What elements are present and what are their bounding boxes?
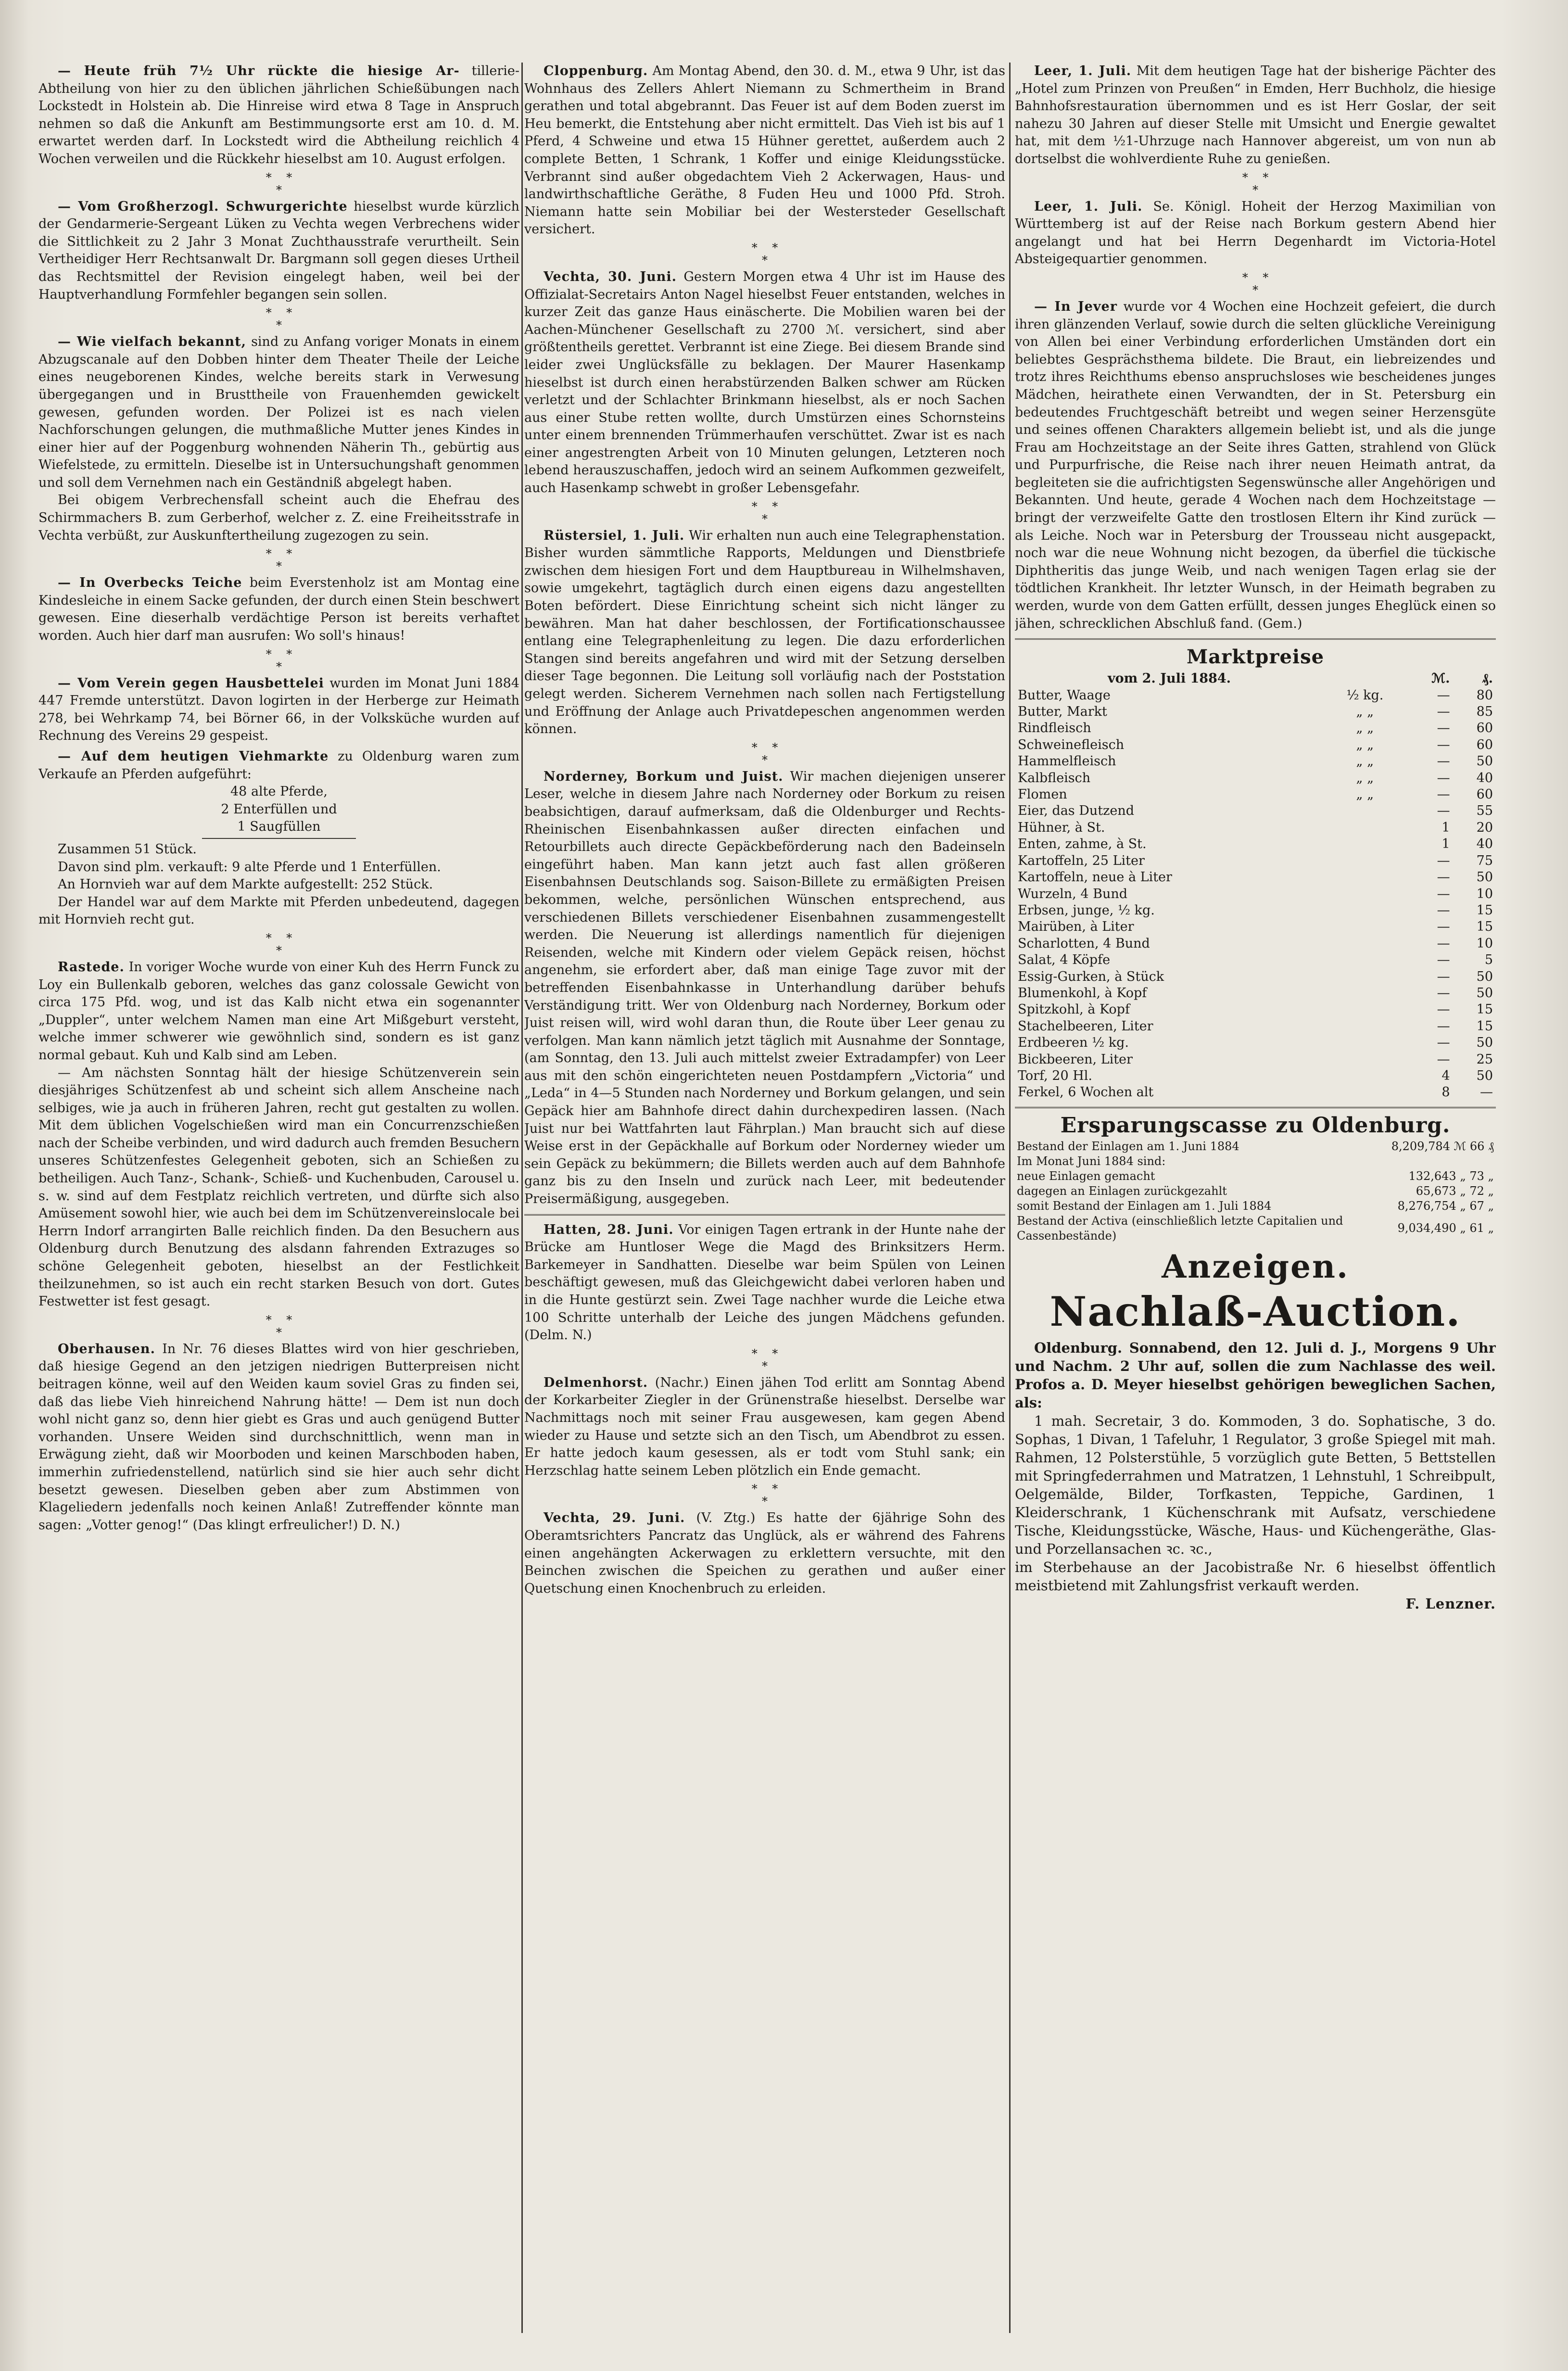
market-item: Eier, das Dutzend [1018, 803, 1135, 819]
savings-rows [1015, 1139, 1496, 1243]
market-m: — [1437, 952, 1450, 968]
savings-value: 132,643 „ 73 „ [1408, 1169, 1494, 1183]
market-unit [1324, 853, 1406, 869]
market-pf: 50 [1476, 754, 1493, 769]
market-pf: 50 [1476, 1035, 1493, 1051]
table-row [1015, 902, 1496, 919]
market-m: — [1437, 754, 1450, 769]
market-pf: 80 [1476, 687, 1493, 703]
column-2 [524, 63, 1005, 2352]
market-unit [1324, 969, 1406, 985]
article-leer-hotel: Leer, 1. Juli. Mit dem heutigen Tage hat der bisherige Pächter des „Hotel zum Prinzen von Preußen“ in Emden, Herr Buchholz, die hiesige Bahnhofsrestauration übernommen und es ist Herr Goslar, der seit nahezu 30 Jahren auf dieser Stelle mit Umsicht und Energie gewaltet hat, mit dem ½1-Uhrzuge nach Hannover abgereist, um von nun ab dortselbst die wohlverdiente Ruhe zu genießen. [1015, 63, 1496, 166]
table-row [1015, 985, 1496, 1002]
market-unit [1324, 1002, 1406, 1018]
article-cloppenburg: Cloppenburg. Am Montag Abend, den 30. d. M., etwa 9 Uhr, ist das Wohnhaus des Zellers Ahlert Niemann zu Schmertheim in Brand gerathen und total abgebrannt. Das Feuer ist auf dem Boden zuerst im Heu bemerkt, die Entstehung aber nicht ermittelt. Das Vieh ist bis auf 1 Pferd, 4 Schweine und etwa 15 Hühner gerettet, außerdem auch 2 complete Betten, 1 Schrank, 1 Koffer und einige Kleidungsstücke. Verbrannt sind außer obgedachtem Vieh 2 Ackerwagen, Haus- und landwirthschaftliche Geräthe, 8 Fuden Heu und 1000 Pfd. Stroh. Niemann hatte sein Mobiliar bei der Westersteder Gesellschaft versichert. [524, 63, 1005, 237]
table-header-row [1015, 671, 1496, 687]
market-unit [1324, 1018, 1406, 1035]
table-row [1015, 886, 1496, 902]
savings-label: Im Monat Juni 1884 sind: [1017, 1154, 1166, 1168]
market-item: Kartoffeln, 25 Liter [1018, 853, 1145, 868]
table-row [1015, 687, 1496, 704]
market-m: — [1437, 687, 1450, 703]
market-item: Salat, 4 Köpfe [1018, 952, 1111, 968]
auction-items: 1 mah. Secretair, 3 do. Kommoden, 3 do. Sophatische, 3 do. Sophas, 1 Divan, 1 Tafeluhr, 1 Regulator, 3 große Spiegel mit mah. Rahmen, 12 Polsterstühle, 5 vorzüglich gute Betten, 5 Bettstellen mit Springfederrahmen und Matratzen, 1 Lehnstuhl, 1 Schreibpult, Oelgemälde, Bilder, Torfkasten, Teppiche, Gardinen, 1 Kleiderschrank, 1 Küchenschrank mit Aufsatz, verschiedene Tische, Kleidungsstücke, Wäsche, Haus- und Küchengeräthe, Glas- und Porzellansachen ꝛc. ꝛc., [1015, 1412, 1496, 1557]
market-m: — [1437, 985, 1450, 1001]
section-rule [1015, 638, 1496, 640]
market-unit [1324, 919, 1406, 935]
separator: * * * [751, 241, 778, 267]
market-m: — [1437, 704, 1450, 720]
article-ruestersiel: Rüstersiel, 1. Juli. Wir erhalten nun auch eine Telegraphenstation. Bisher wurden sämmtliche Rapports, Meldungen und Dienstbriefe zwischen dem hiesigen Fort und dem Hauptbureau in Wilhelmshaven, sowie umgekehrt, tagtäglich durch einen eigens dazu angestellten Boten befördert. Diese Einrichtung scheint sich nicht länger zu bewähren. Man hat daher beschlossen, der Fortificationschaussee entlang eine Telegraphenleitung zu legen. Die dazu erforderlichen Stangen sind bereits angefahren und wird mit der Setzung derselben dieser Tage begonnen. Die Leitung soll vorläufig nach der Poststation gelegt werden. Sicherem Vernehmen nach sollen nach Fertigstellung und Eröffnung der Anlage auch Privatdepeschen angenommen werden können. [524, 528, 1005, 737]
table-row [1015, 1035, 1496, 1051]
market-m: 1 [1442, 820, 1450, 835]
market-item: Rindfleisch [1018, 721, 1091, 736]
col-mark: ℳ. [1431, 671, 1450, 686]
savings-label: neue Einlagen gemacht [1017, 1169, 1155, 1183]
section-rule [1015, 1107, 1496, 1108]
article-vechta-accident: Vechta, 29. Juni. (V. Ztg.) Es hatte der 6jährige Sohn des Oberamtsrichters Pancratz das Unglück, als er während des Fahrens einen angehängten Ackerwagen zu erklettern versuchte, mit den Beinchen zwischen die Speichen zu gerathen und außer einer Quetschung einen Knochenbruch zu erleiden. [524, 1510, 1005, 1596]
table-row [1015, 836, 1496, 852]
market-unit [1324, 936, 1406, 952]
market-m: — [1437, 886, 1450, 901]
table-row [1015, 803, 1496, 819]
ads-header: Anzeigen. [1162, 1247, 1349, 1285]
market-m: — [1437, 1035, 1450, 1051]
market-m: — [1437, 721, 1450, 736]
column-1 [38, 63, 519, 2352]
separator: * * * [266, 1313, 292, 1339]
market-unit [1324, 820, 1406, 836]
list-item: 48 alte Pferde, [230, 784, 328, 799]
market-unit: „ „ [1356, 770, 1374, 786]
sum-rule [202, 838, 356, 839]
market-item: Ferkel, 6 Wochen alt [1018, 1085, 1154, 1100]
table-row [1015, 720, 1496, 736]
table-row [1015, 1084, 1496, 1101]
market-pf: 60 [1476, 721, 1493, 736]
table-row [1015, 869, 1496, 886]
table-row [1015, 753, 1496, 770]
market-item: Butter, Waage [1018, 687, 1111, 703]
article-rastede: Rastede. In voriger Woche wurde von einer Kuh des Herrn Funck zu Loy ein Bullenkalb geboren, welches das ganz colossale Gewicht von circa 175 Pfd. wog, und ist das Kalb nicht etwa ein sogenannter „Duppler“, unter welchem Namen man eine Art Mißgeburt versteht, welche immer schwerer wie gewöhnlich sind, sondern es ist ganz normal gebaut. Kuh und Kalb sind am Leben. — Am nächsten Sonntag hält der hiesige Schützenverein sein diesjähriges Schützenfest ab und scheint sich allem Anscheine nach selbiges, wie ja auch in früheren Jahren, recht gut gestalten zu wollen. Mit dem üblichen Vogelschießen wird man ein Concurrenzschießen nach der Scheibe verbinden, und wird dadurch auch fremden Besuchern unseres Schützenfestes Gelegenheit geboten, sich an Schießen zu betheiligen. Auch Tanz-, Schank-, Schieß- und Kuchenbuden, Carousel u. s. w. sind auf dem Festplatz reichlich vertreten, und dürfte sich also Amüsement sowohl hier, wie auch bei dem im Schützenvereinslocale bei Herrn Indorf arrangirten Balle reichlich finden. Da den Besuchern aus Oldenburg durch Benutzung des alsdann fahrenden Extrazuges so schöne Gelegenheit geboten, hieselbst an der Festlichkeit theilzunehmen, so ist auch ein recht starken Besuch von dort. Gutes Festwetter ist fest gesagt. [38, 959, 519, 1309]
market-date: vom 2. Juli 1884. [1107, 671, 1231, 686]
table-row [1015, 786, 1496, 803]
table-row [1015, 1169, 1496, 1184]
market-item: Mairüben, à Liter [1018, 919, 1134, 935]
market-unit: ½ kg. [1346, 687, 1384, 703]
market-pf: 50 [1476, 985, 1493, 1001]
table-row [1015, 1154, 1496, 1169]
market-pf: 50 [1476, 870, 1493, 885]
table-row [1015, 770, 1496, 786]
auction-title: Nachlaß-Auction. [1050, 1287, 1461, 1335]
separator: * * * [266, 306, 292, 332]
column-rule [521, 63, 523, 2333]
column-3 [1015, 63, 1496, 2352]
article-vechta-fire: Vechta, 30. Juni. Gestern Morgen etwa 4 Uhr ist im Hause des Offizialat-Secretairs Anton Nagel hieselbst Feuer entstanden, welches in kurzer Zeit das ganze Haus einäscherte. Die Mobilien waren bei der Aachen-Münchener Gesellschaft zu 2700 ℳ. versichert, sind aber größtentheils gerettet. Verbrannt ist eine Ziege. Bei diesem Brande sind leider zwei Unglücksfälle zu beklagen. Der Maurer Hasenkamp hieselbst ist durch einen herabstürzenden Balken schwer am Rücken verletzt und der Schlachter Brinkmann hieselbst, als er noch Sachen aus einer Stube retten wollte, durch Umstürzen eines Schornsteins unter einem brennenden Trümmerhaufen verschüttet. Zwar ist es nach einer angestrengten Arbeit von 10 Minuten gelungen, Letzteren noch lebend herauszuschaffen, jedoch wird an seinem Aufkommen gezweifelt, auch Hasenkamp schwebt in großer Lebensgefahr. [524, 269, 1005, 496]
market-unit [1324, 902, 1406, 919]
savings-label: Bestand der Activa (einschließlich letzte Capitalien und Cassenbestände) [1017, 1214, 1343, 1243]
market-pf: 20 [1476, 820, 1493, 835]
market-unit: „ „ [1356, 704, 1374, 720]
market-pf: 15 [1476, 1018, 1493, 1034]
savings-label: dagegen an Einlagen zurückgezahlt [1017, 1184, 1227, 1198]
market-unit [1324, 1084, 1406, 1101]
market-pf: 55 [1476, 803, 1493, 819]
market-title: Marktpreise [1186, 646, 1325, 669]
list-item: 2 Enterfüllen und [221, 801, 337, 817]
market-rows [1015, 687, 1496, 1101]
market-pf: 40 [1476, 770, 1493, 786]
market-unit [1324, 869, 1406, 886]
market-m: — [1437, 902, 1450, 918]
table-row [1015, 1184, 1496, 1199]
market-item: Spitzkohl, à Kopf [1018, 1002, 1130, 1017]
market-m: — [1437, 1018, 1450, 1034]
savings-value: 65,673 „ 72 „ [1416, 1184, 1494, 1198]
market-pf: 50 [1476, 969, 1493, 984]
market-pf: 15 [1476, 1002, 1493, 1017]
market-item: Enten, zahme, à St. [1018, 837, 1147, 852]
article-norderney: Norderney, Borkum und Juist. Wir machen diejenigen unserer Leser, welche in diesem Jahre nach Norderney oder Borkum zu reisen beabsichtigen, darauf aufmerksam, daß die Oldenburger und Rechts-Rheinischen Eisenbahnkassen außer directen einfachen und Retourbillets auch directe Gepäckbeförderung nach den Badeinseln eingeführt haben. Man kann jetzt auch fast allen größeren Eisenbahnsen Deutschlands sog. Saison-Billete zu ermäßigten Preisen bekommen, welche, persönlichen Wünschen entsprechend, aus verschiedenen Billets verschiedener Eisenbahnen zusammengestellt werden. Die Neuerung ist allerdings namentlich für diejenigen Reisenden, welche mit Kindern oder vielem Gepäck reisen, höchst angenehm, sie erfordert aber, daß man einige Tage zuvor mit der betreffenden Eisenbahnkasse in Unterhandlung darüber behufs Verständigung tritt. Wer von Oldenburg nach Norderney, Borkum oder Juist reisen will, wird wohl daran thun, die Route über Leer genau zu verfolgen. Man kann nämlich jetzt täglich mit Ausnahme der Sonntage, (am Sonntag, den 13. Juli auch mittelst zweier Extradampfer) von Leer aus mit den schön eingerichteten neuen Postdampfern „Victoria“ und „Leda“ in 4—5 Stunden nach Norderney und Borkum gelangen, und sein Gepäck hier am Bahnhofe direct dahin durchexpediren lassen. (Nach Juist nur bei Wattfahrten laut Fährplan.) Man braucht sich auf diese Weise erst in der Gepäckhalle auf Borkum oder Norderney wieder um sein Gepäck zu bekümmern; die Billets werden auch auf dem Bahnhofe ganz bis zu den Inseln und zurück nach Leer, mit bedeutender Preisermäßigung, ausgegeben. [524, 769, 1005, 1207]
market-unit [1324, 1052, 1406, 1068]
article-begging: — Vom Verein gegen Hausbettelei wurden im Monat Juni 1884 447 Fremde unterstützt. Davon logirten in der Herberge zur Heimath 278, bei Wehrkamp 74, bei Börner 66, in der Volksküche wurden auf Rechnung des Vereins 29 gespeist. [38, 675, 519, 744]
separator: * * * [1242, 270, 1269, 297]
market-m: — [1437, 853, 1450, 868]
market-table [1015, 671, 1496, 1101]
table-row [1015, 1052, 1496, 1068]
market-item: Butter, Markt [1018, 704, 1107, 720]
savings-label: somit Bestand der Einlagen am 1. Juli 1884 [1017, 1199, 1272, 1213]
table-row [1015, 936, 1496, 952]
market-m: — [1437, 1052, 1450, 1067]
market-m: — [1437, 1002, 1450, 1017]
table-row [1015, 952, 1496, 968]
table-row [1015, 853, 1496, 869]
market-unit [1324, 1068, 1406, 1084]
table-row [1015, 1139, 1496, 1154]
market-unit: „ „ [1356, 754, 1374, 769]
market-item: Erbsen, junge, ½ kg. [1018, 902, 1155, 918]
separator: * * * [751, 499, 778, 526]
market-item: Stachelbeeren, Liter [1018, 1018, 1153, 1034]
market-pf: 15 [1476, 919, 1493, 935]
market-item: Essig-Gurken, à Stück [1018, 969, 1164, 984]
market-m: 1 [1442, 837, 1450, 852]
article-delmenhorst: Delmenhorst. (Nachr.) Einen jähen Tod erlitt am Sonntag Abend der Korkarbeiter Ziegler in der Grünenstraße hieselbst. Derselbe war Nachmittags noch mit seiner Frau ausgewesen, kam gegen Abend wieder zu Hause und setzte sich an den Tisch, um Abendbrot zu essen. Er hatte jedoch kaum gesessen, als er todt vom Stuhl sank; ein Herzschlag hatte seinem Leben plötzlich ein Ende gemacht. [524, 1375, 1005, 1478]
table-row [1015, 1214, 1496, 1243]
market-item: Hühner, à St. [1018, 820, 1105, 835]
market-m: — [1437, 870, 1450, 885]
market-item: Wurzeln, 4 Bund [1018, 886, 1128, 901]
table-row [1015, 1068, 1496, 1084]
market-item: Bickbeeren, Liter [1018, 1052, 1133, 1067]
market-unit [1324, 886, 1406, 902]
article-pond: — In Overbecks Teiche beim Everstenholz ist am Montag eine Kindesleiche in einem Sacke gefunden, der durch einen Stein beschwert gewesen. Eine dieserhalb verdächtige Person ist bereits verhaftet worden. Auch hier darf man ausrufen: Wo soll's hinaus! [38, 575, 519, 644]
market-pf: 40 [1476, 837, 1493, 852]
market-pf: 10 [1476, 936, 1493, 951]
market-unit [1324, 952, 1406, 968]
market-unit: „ „ [1356, 737, 1374, 752]
market-item: Scharlotten, 4 Bund [1018, 936, 1150, 951]
savings-title: Ersparungscasse zu Oldenburg. [1060, 1113, 1451, 1138]
market-unit [1324, 803, 1406, 819]
market-pf: 10 [1476, 886, 1493, 901]
market-prices [1015, 646, 1496, 1101]
market-unit: „ „ [1356, 721, 1374, 736]
market-item: Kartoffeln, neue à Liter [1018, 870, 1172, 885]
table-row [1015, 737, 1496, 753]
market-m: — [1437, 770, 1450, 786]
savings-value: 9,034,490 „ 61 „ [1397, 1221, 1494, 1235]
market-unit [1324, 985, 1406, 1002]
table-row [1015, 1199, 1496, 1214]
market-item: Kalbfleisch [1018, 770, 1091, 786]
separator: * * * [1242, 170, 1269, 197]
market-item: Erdbeeren ½ kg. [1018, 1035, 1129, 1051]
table-row [1015, 704, 1496, 720]
market-pf: 85 [1476, 704, 1493, 720]
auction-signature: F. Lenzner. [1405, 1595, 1496, 1612]
market-pf: 15 [1476, 902, 1493, 918]
market-pf: 25 [1476, 1052, 1493, 1067]
savings-label: Bestand der Einlagen am 1. Juni 1884 [1017, 1139, 1239, 1153]
separator: * * * [751, 740, 778, 767]
market-m: — [1437, 969, 1450, 984]
market-pf: 75 [1476, 853, 1493, 868]
article-leer-duke: Leer, 1. Juli. Se. Königl. Hoheit der Herzog Maximilian von Württemberg ist auf der Reise nach Borkum gestern Abend hier angelangt und hat bei Herrn Degenhardt im Victoria-Hotel Absteigequartier genommen. [1015, 199, 1496, 267]
market-unit [1324, 1035, 1406, 1051]
savings-table [1015, 1139, 1496, 1243]
article-oberhausen: Oberhausen. In Nr. 76 dieses Blattes wird von hier geschrieben, daß hiesige Gegend an den jetzigen niedrigen Butterpreisen nicht beitragen könne, weil auf den Weiden kaum soviel Gras zu finden sei, daß das liebe Vieh hinreichend Nahrung hätte! — Dem ist nun doch wohl nicht ganz so, denn hier giebt es Gras und auch genügend Butter vorhanden. Unsere Weiden sind durchschnittlich, wenn man in Erwägung zieht, daß wir Moorboden und keinen Marschboden haben, immerhin zufriedenstellend, natürlich sind sie hier auch sehr dicht besetzt gewesen. Dieselben geben aber zum Abstimmen von Klageliedern jedenfalls noch keinen Anlaß! Zutreffender könnte man sagen: „Votter genog!“ (Das klingt erfreulicher!) D. N.) [38, 1341, 519, 1533]
list-item: 1 Saugfüllen [237, 819, 321, 835]
market-item: Torf, 20 Hl. [1018, 1068, 1092, 1083]
separator: * * * [751, 1482, 778, 1509]
article-rule [524, 1214, 1005, 1216]
market-m: — [1437, 803, 1450, 819]
market-pf: 60 [1476, 787, 1493, 802]
savings-bank [1015, 1114, 1496, 1243]
table-row [1015, 820, 1496, 836]
table-row [1015, 1002, 1496, 1018]
separator: * * * [751, 1346, 778, 1373]
table-row [1015, 1018, 1496, 1035]
separator: * * * [266, 170, 292, 197]
table-row [1015, 969, 1496, 985]
market-item: Blumenkohl, à Kopf [1018, 985, 1147, 1001]
auction-location: im Sterbehause an der Jacobistraße Nr. 6 hieselbst öffentlich meistbietend mit Zahlungsfrist verkauft werden. [1015, 1559, 1496, 1594]
market-m: — [1437, 737, 1450, 752]
market-m: — [1437, 787, 1450, 802]
article-court: — Vom Großherzogl. Schwurgerichte hieselbst wurde kürzlich der Gendarmerie-Sergeant Lüken zu Vechta wegen Verbrechens wider die Sittlichkeit zu 2 Jahr 3 Monat Zuchthausstrafe verurtheilt. Sein Vertheidiger Herr Rechtsanwalt Dr. Bargmann soll gegen dieses Urtheil das Rechtsmittel der Revision eingelegt haben, weil bei der Hauptverhandlung Formfehler begangen sein sollen. [38, 199, 519, 302]
savings-value: 8,276,754 „ 67 „ [1397, 1199, 1494, 1213]
market-m: — [1437, 936, 1450, 951]
market-pf: 50 [1476, 1068, 1493, 1083]
savings-value: 8,209,784 ℳ 66 ₰ [1391, 1139, 1494, 1153]
table-row [1015, 919, 1496, 935]
savings-value [1390, 1154, 1496, 1169]
article-infant: — Wie vielfach bekannt, sind zu Anfang voriger Monats in einem Abzugscanale auf den Dobben hinter dem Theater Theile der Leiche eines neugeborenen Kindes, welche bereits stark in Verwesung übergegangen und in Brusttheile von Frauenhemden gewickelt gewesen, gefunden worden. Der Polizei ist es nach vielen Nachforschungen gelungen, die muthmaßliche Mutter jenes Kindes in einer hier auf der Poggenburg wohnenden Näherin Th., gebürtig aus Wiefelstede, zu ermitteln. Dieselbe ist in Untersuchungshaft genommen und soll dem Vernehmen nach ein Geständniß abgelegt haben. Bei obigem Verbrechensfall scheint auch die Ehefrau des Schirmmachers B. zum Gerberhof, welcher z. Z. eine Freiheitsstrafe in Vechta verbüßt, zur Auskunftertheilung zugezogen zu sein. [38, 334, 519, 543]
article-hatten: Hatten, 28. Juni. Vor einigen Tagen ertrank in der Hunte nahe der Brücke am Huntloser Wege die Magd des Brinksitzers Herm. Barkemeyer in Sandhatten. Dieselbe war beim Spülen von Leinen beschäftigt gewesen, muß das Gleichgewicht dabei verloren haben und in die Hunte gestürzt sein. Zwei Tage nachher wurde die Leiche etwa 100 Schritte unterhalb der Leiche des jungen Mädchens gefunden. (Delm. N.) [524, 1222, 1005, 1343]
col-pfennig: ₰. [1482, 671, 1493, 686]
article-jever: — In Jever wurde vor 4 Wochen eine Hochzeit gefeiert, die durch ihren glänzenden Verlauf, sowie durch die selten glückliche Vereinigung von Allen bei einer Verbindung erforderlichen Umständen dort ein beliebtes Gesprächsthema bildete. Die Braut, ein liebreizendes und trotz ihres Reichthums ebenso anspruchsloses wie bescheidenes junges Mädchen, heirathete einen Verwandten, der in St. Petersburg ein bedeutendes Fruchtgeschäft betreibt und wegen seiner Herzensgüte und seines offenen Charakters allgemein beliebt ist, und als die junge Frau am Hochzeitstage an der Seite ihres Gatten, strahlend von Glück und Purpurfrische, die Reise nach ihrer neuen Heimath antrat, da begleiteten sie die aufrichtigsten Segenswünsche aller Angehörigen und Bekannten. Und heute, gerade 4 Wochen nach dem Hochzeitstage — bringt der verzweifelte Gatte den trostlosen Eltern ihr Kind zurück — als Leiche. Noch war in Petersburg der Trousseau nicht ausgepackt, noch war die neue Wohnung nicht bezogen, da überfiel die tückische Diphtheritis das junge Weib, und nach wenigen Tagen erlag sie der tödtlichen Krankheit. Ihr letzter Wunsch, in der Heimath begraben zu werden, wurde von dem Gatten erfüllt, dessen junges Eheglück einen so jähen, schrecklichen Abschluß fand. (Gem.) [1015, 299, 1496, 631]
market-item: Flomen [1018, 787, 1067, 802]
market-item: Hammelfleisch [1018, 754, 1116, 769]
market-pf: 60 [1476, 737, 1493, 752]
separator: * * * [266, 547, 292, 573]
separator: * * * [266, 931, 292, 957]
market-pf: 5 [1484, 952, 1493, 968]
market-pf: — [1480, 1085, 1493, 1100]
market-item: Schweinefleisch [1018, 737, 1125, 752]
column-rule [1009, 63, 1011, 2333]
separator: * * * [266, 647, 292, 673]
horse-list [38, 783, 519, 836]
market-m: 4 [1442, 1068, 1450, 1083]
auction-date-line: Oldenburg. Sonnabend, den 12. Juli d. J., Morgens 9 Uhr und Nachm. 2 Uhr auf, sollen die zum Nachlasse des weil. Profos a. D. Meyer hieselbst gehörigen beweglichen Sachen, als: [1015, 1339, 1496, 1411]
market-unit [1324, 836, 1406, 852]
article-cattle: — Auf dem heutigen Viehmarkte zu Oldenburg waren zum Verkaufe an Pferden aufgeführt: 48 alte Pferde, 2 Enterfüllen und 1 Saugfüllen Zusammen 51 Stück. Davon sind plm. verkauft: 9 alte Pferde und 1 Enterfüllen. An Hornvieh war auf dem Markte aufgestellt: 252 Stück. Der Handel war auf dem Markte mit Pferden unbedeutend, dagegen mit Hornvieh recht gut. [38, 749, 519, 927]
auction-ad [1015, 1339, 1496, 1613]
market-m: — [1437, 919, 1450, 935]
market-m: 8 [1442, 1085, 1450, 1100]
market-unit: „ „ [1356, 787, 1374, 802]
article-artillery: — Heute früh 7½ Uhr rückte die hiesige Ar- tillerie-Abtheilung von hier zu den üblichen jährlichen Schießübungen nach Lockstedt in Holstein ab. Die Hinreise wird etwa 8 Tage in Anspruch nehmen so daß die Ankunft am Bestimmungsorte erst am 10. d. M. erwartet werden darf. In Lockstedt wird die Abtheilung reichlich 4 Wochen verweilen und die Rückkehr hieselbst am 10. August erfolgen. [38, 63, 519, 166]
